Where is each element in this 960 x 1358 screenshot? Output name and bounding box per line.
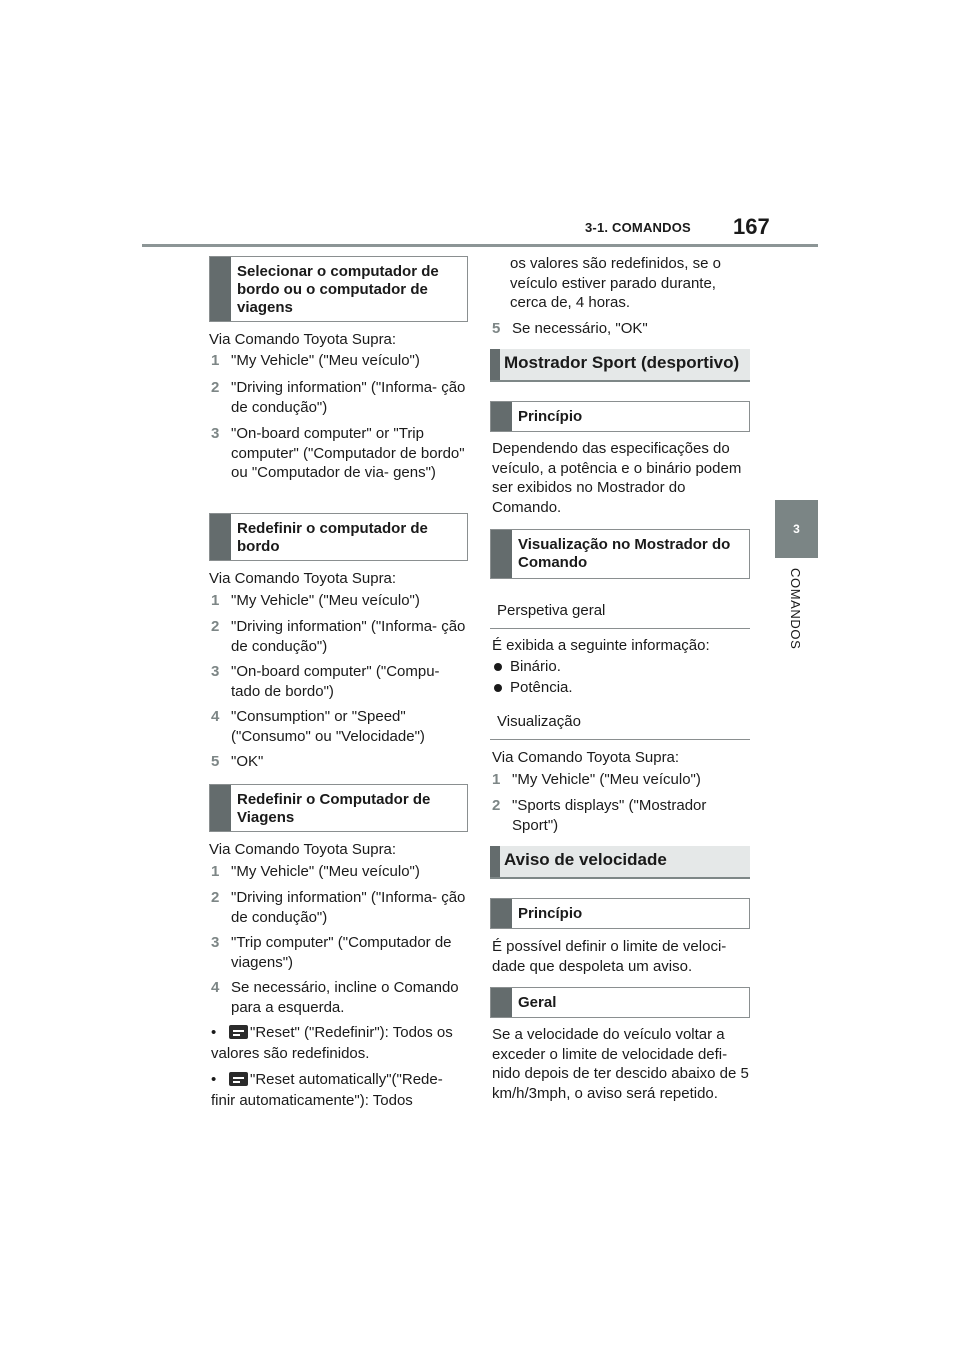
step-text: "My Vehicle" ("Meu veículo") [231, 352, 420, 369]
heading-bar [491, 899, 512, 928]
bullet-text: "Reset automatically"("Rede- finir automaticamente"): Todos [211, 1071, 443, 1109]
step-text: "Driving information" ("Informa- ção de condução") [231, 889, 466, 926]
intro-text: Via Comando Toyota Supra: [209, 841, 397, 858]
step-number: 1 [492, 771, 501, 788]
step-number: 1 [211, 863, 220, 880]
continued-text: os valores são redefinidos, se o veículo estiver parado durante, cerca de, 4 horas. [510, 255, 721, 311]
step-number: 2 [211, 618, 220, 635]
heading-box-general [490, 987, 750, 1018]
step-number: 4 [211, 708, 220, 725]
step-number: 2 [211, 379, 220, 396]
step-text: "On-board computer" ("Compu- tado de bordo") [231, 663, 440, 700]
bullet-item [492, 657, 750, 677]
heading-text: Redefinir o computador de bordo [237, 520, 428, 555]
section-title: Mostrador Sport (desportivo) [504, 353, 740, 372]
step-text: "My Vehicle" ("Meu veículo") [231, 592, 420, 609]
step-item [211, 888, 468, 927]
heading-box-select-computer [209, 256, 468, 322]
heading-bar [491, 402, 512, 431]
step-text: "My Vehicle" ("Meu veículo") [512, 771, 701, 788]
step-item [211, 351, 468, 371]
step-item [211, 978, 468, 1017]
step-text: Se necessário, "OK" [512, 320, 648, 337]
step-text: "Consumption" or "Speed" ("Consumo" ou "Velocidade") [231, 708, 425, 745]
step-number: 1 [211, 352, 220, 369]
heading-box-display [490, 529, 750, 579]
step-item [492, 796, 750, 835]
subheading-text: Perspetiva geral [497, 602, 606, 619]
step-text: "My Vehicle" ("Meu veículo") [231, 863, 420, 880]
chapter-label: COMANDOS [788, 568, 803, 650]
step-number: 4 [211, 979, 220, 996]
paragraph: É exibida a seguinte informação: [492, 637, 710, 654]
reset-auto-icon [229, 1072, 248, 1086]
header-rule [142, 244, 818, 247]
step-text: "On-board computer" or "Trip computer" ("Computador de bordo" ou "Computador de via- gens") [231, 425, 465, 481]
step-text: "Driving information" ("Informa- ção de condução") [231, 379, 466, 416]
step-number: 3 [211, 663, 220, 680]
heading-text: Princípio [518, 408, 583, 425]
bullet-text: Binário. [510, 658, 561, 675]
step-text: "Sports displays" ("Mostrador Sport") [512, 797, 707, 834]
heading-bar [210, 514, 231, 560]
step-item [492, 770, 750, 790]
step-item [211, 862, 468, 882]
step-number: 2 [492, 797, 501, 814]
heading-box-reset-onboard [209, 513, 468, 561]
bullet-dot [494, 663, 502, 671]
bullet-mark: • [211, 1071, 217, 1088]
step-item [211, 707, 468, 746]
paragraph: É possível definir o limite de veloci- dade que despoleta um aviso. [492, 938, 727, 975]
heading-text: Selecionar o computador de bordo ou o computador de viagens [237, 263, 439, 316]
step-number: 3 [211, 934, 220, 951]
step-text: "OK" [231, 753, 264, 770]
heading-bar [210, 257, 231, 321]
paragraph: Dependendo das especificações do veículo, a potência e o binário podem ser exibidos no Mostrador do Comando. [492, 440, 742, 516]
heading-text: Visualização no Mostrador do Comando [518, 536, 731, 571]
heading-box-principle [490, 898, 750, 929]
step-number: 5 [492, 320, 501, 337]
heading-box-reset-trip [209, 784, 468, 832]
bullet-mark: • [211, 1024, 217, 1041]
subheading-overview [490, 598, 750, 629]
intro-text: Via Comando Toyota Supra: [492, 749, 680, 766]
bullet-text: "Reset" ("Redefinir"): Todos os valores são redefinidos. [211, 1024, 453, 1062]
paragraph: Se a velocidade do veículo voltar a exceder o limite de velocidade defi- nido depois de ter descido abaixo de 5 km/h/3mph, o aviso será repetido. [492, 1026, 749, 1102]
step-number: 1 [211, 592, 220, 609]
step-item [211, 424, 468, 483]
heading-text: Geral [518, 994, 557, 1011]
intro-text: Via Comando Toyota Supra: [209, 570, 397, 587]
step-number: 2 [211, 889, 220, 906]
heading-text: Princípio [518, 905, 583, 922]
section-heading-speed-warning [490, 846, 750, 879]
intro-text: Via Comando Toyota Supra: [209, 331, 397, 348]
step-number: 3 [211, 425, 220, 442]
step-item [211, 378, 468, 417]
step-item [211, 933, 468, 972]
section-heading-sport-display [490, 349, 750, 382]
step-item [492, 319, 750, 339]
step-text: "Driving information" ("Informa- ção de condução") [231, 618, 466, 655]
bullet-item [492, 678, 750, 698]
reset-icon [229, 1025, 248, 1039]
page-number: 167 [733, 214, 770, 239]
bullet-text: Potência. [510, 679, 573, 696]
section-bar [490, 349, 500, 380]
subheading-text: Visualização [497, 713, 581, 730]
step-item [211, 662, 468, 701]
heading-text: Redefinir o Computador de Viagens [237, 791, 431, 826]
bullet-dot [494, 684, 502, 692]
sub-bullet-item [211, 1023, 468, 1064]
heading-bar [491, 988, 512, 1017]
subheading-visualization [490, 709, 750, 740]
step-item [211, 752, 468, 772]
section-bar [490, 846, 500, 877]
section-header: 3-1. COMANDOS [585, 220, 691, 235]
step-number: 5 [211, 753, 220, 770]
section-title: Aviso de velocidade [504, 850, 667, 869]
step-text: "Trip computer" ("Computador de viagens") [231, 934, 452, 971]
step-text: Se necessário, incline o Comando para a esquerda. [231, 979, 459, 1016]
step-item [211, 591, 468, 611]
step-item [211, 617, 468, 656]
sub-bullet-item [211, 1070, 468, 1111]
heading-box-principle [490, 401, 750, 432]
chapter-tab: 3 [775, 500, 818, 558]
heading-bar [210, 785, 231, 831]
heading-bar [491, 530, 512, 578]
